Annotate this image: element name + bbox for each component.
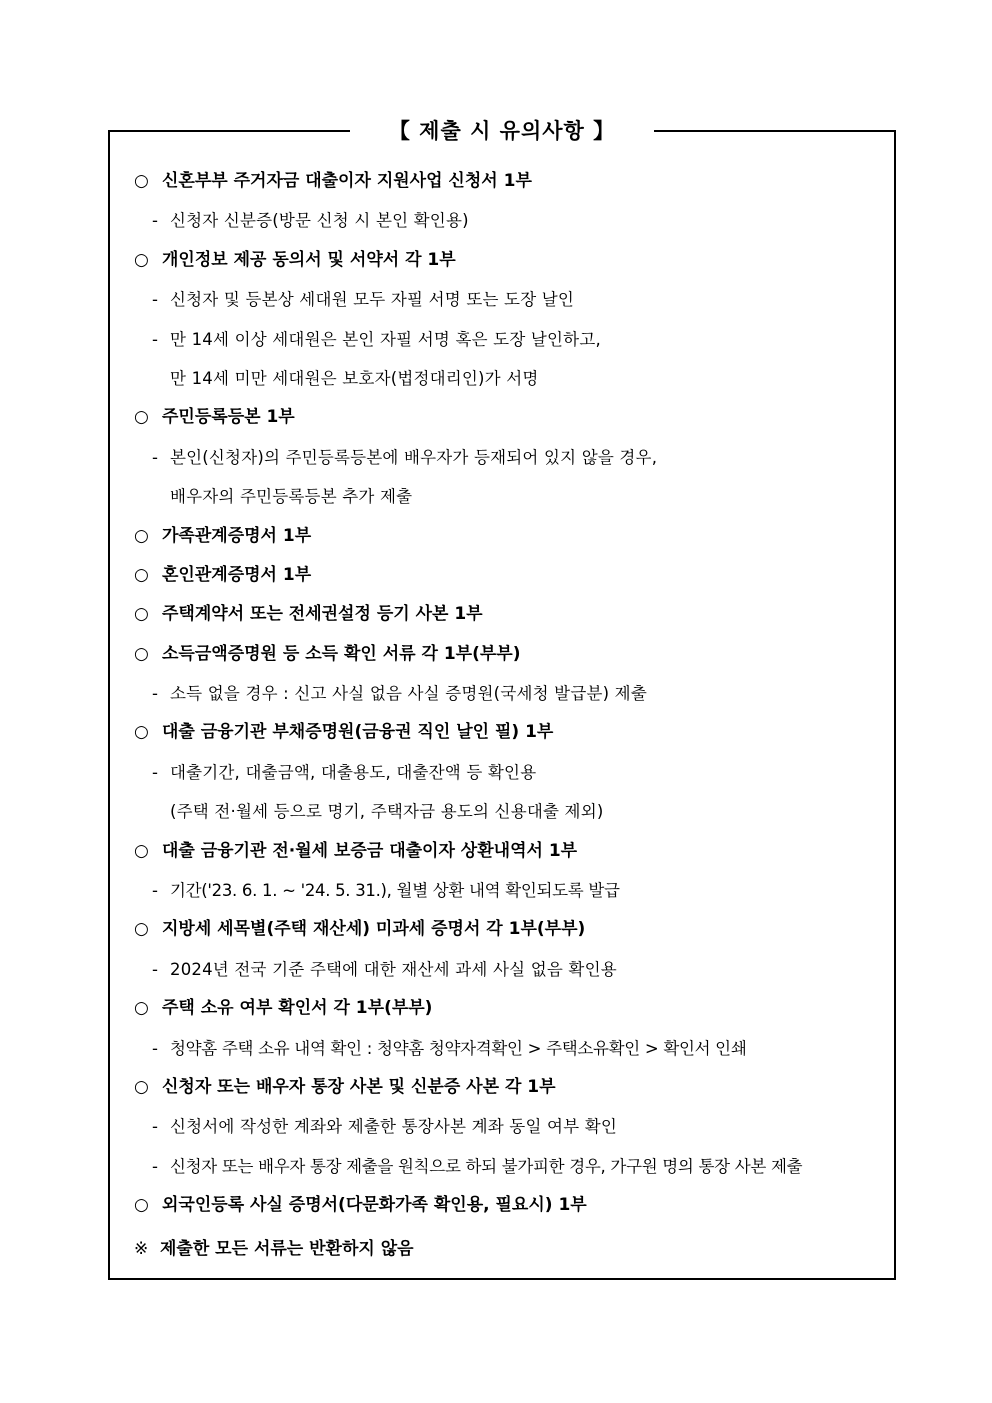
dash-bullet: -: [152, 1117, 159, 1137]
dash-bullet: -: [152, 959, 159, 979]
final-note: [134, 1230, 894, 1269]
sub-detail-continuation: [134, 477, 894, 516]
sub-detail-continuation: [134, 792, 894, 831]
note-text: 제출한 모든 서류는 반환하지 않음: [160, 1238, 414, 1259]
note-mark: ※: [134, 1238, 149, 1259]
circle-bullet-icon: ○: [134, 171, 149, 191]
circle-bullet-icon: ○: [134, 525, 149, 546]
sub-detail-item: [134, 280, 894, 319]
circle-bullet-icon: ○: [134, 722, 149, 743]
sub-detail-item: [134, 753, 894, 792]
dash-bullet: -: [152, 211, 159, 231]
line-text: 만 14세 이상 세대원은 본인 자필 서명 혹은 도장 날인하고,: [170, 329, 601, 349]
sub-detail-item: [134, 320, 894, 359]
required-document-item: [134, 398, 894, 437]
line-text: 신청자 또는 배우자 통장 제출을 원칙으로 하되 불가피한 경우, 가구원 명의 통장 사본 제출: [170, 1156, 803, 1176]
required-document-item: [134, 517, 894, 556]
notice-content: [134, 162, 894, 1269]
sub-detail-item: [134, 950, 894, 989]
line-text: 신청자 또는 배우자 통장 사본 및 신분증 사본 각 1부: [162, 1076, 556, 1097]
notice-lines: [134, 162, 894, 1226]
required-document-item: [134, 556, 894, 595]
line-text: 개인정보 제공 동의서 및 서약서 각 1부: [162, 249, 456, 270]
line-text: 지방세 세목별(주택 재산세) 미과세 증명서 각 1부(부부): [162, 919, 586, 940]
line-text: 신청자 신분증(방문 신청 시 본인 확인용): [170, 211, 469, 231]
circle-bullet-icon: ○: [134, 840, 149, 861]
sub-detail-continuation: [134, 359, 894, 398]
sub-detail-item: [134, 1029, 894, 1068]
sub-detail-item: [134, 438, 894, 477]
dash-bullet: -: [152, 762, 159, 782]
line-text: 가족관계증명서 1부: [162, 525, 312, 546]
line-text: 신청자 및 등본상 세대원 모두 자필 서명 또는 도장 날인: [170, 290, 575, 310]
required-document-item: [134, 595, 894, 634]
required-document-item: [134, 832, 894, 871]
line-text: 혼인관계증명서 1부: [162, 564, 312, 585]
sub-detail-item: [134, 201, 894, 240]
line-text: 대출 금융기관 부채증명원(금융권 직인 날인 필) 1부: [162, 722, 554, 743]
required-document-item: [134, 241, 894, 280]
sub-detail-item: [134, 674, 894, 713]
line-text: 소득 없을 경우 : 신고 사실 없음 사실 증명원(국세청 발급분) 제출: [170, 684, 647, 704]
required-document-item: [134, 713, 894, 752]
line-text: 주택계약서 또는 전세권설정 등기 사본 1부: [162, 604, 483, 625]
required-document-item: [134, 989, 894, 1028]
dash-bullet: -: [152, 1156, 159, 1176]
circle-bullet-icon: ○: [134, 1195, 149, 1216]
required-document-item: [134, 162, 894, 201]
dash-bullet: -: [152, 1038, 159, 1058]
line-text: 대출 금융기관 전·월세 보증금 대출이자 상환내역서 1부: [162, 840, 578, 861]
line-text: 신혼부부 주거자금 대출이자 지원사업 신청서 1부: [162, 171, 532, 191]
dash-bullet: -: [152, 881, 159, 901]
circle-bullet-icon: ○: [134, 998, 149, 1019]
line-text: 소득금액증명원 등 소득 확인 서류 각 1부(부부): [162, 643, 521, 664]
required-document-item: [134, 1068, 894, 1107]
circle-bullet-icon: ○: [134, 564, 149, 585]
sub-detail-item: [134, 1107, 894, 1146]
circle-bullet-icon: ○: [134, 249, 149, 270]
dash-bullet: -: [152, 447, 159, 467]
line-text: 만 14세 미만 세대원은 보호자(법정대리인)가 서명: [170, 368, 539, 388]
circle-bullet-icon: ○: [134, 604, 149, 625]
line-text: 배우자의 주민등록등본 추가 제출: [170, 487, 413, 507]
circle-bullet-icon: ○: [134, 919, 149, 940]
line-text: (주택 전·월세 등으로 명기, 주택자금 용도의 신용대출 제외): [170, 802, 604, 822]
line-text: 주민등록등본 1부: [162, 407, 295, 428]
box-title: 【 제출 시 유의사항 】: [350, 116, 654, 146]
dash-bullet: -: [152, 684, 159, 704]
sub-detail-item: [134, 871, 894, 910]
required-document-item: [134, 635, 894, 674]
line-text: 청약홈 주택 소유 내역 확인 : 청약홈 청약자격확인 > 주택소유확인 > 확인서 인쇄: [170, 1038, 747, 1058]
required-document-item: [134, 910, 894, 949]
circle-bullet-icon: ○: [134, 643, 149, 664]
sub-detail-item: [134, 1147, 894, 1186]
required-document-item: [134, 1186, 894, 1225]
circle-bullet-icon: ○: [134, 1076, 149, 1097]
line-text: 신청서에 작성한 계좌와 제출한 통장사본 계좌 동일 여부 확인: [170, 1117, 618, 1137]
line-text: 본인(신청자)의 주민등록등본에 배우자가 등재되어 있지 않을 경우,: [170, 447, 658, 467]
line-text: 기간('23. 6. 1. ~ '24. 5. 31.), 월별 상환 내역 확인되도록 발급: [170, 881, 620, 901]
circle-bullet-icon: ○: [134, 407, 149, 428]
dash-bullet: -: [152, 290, 159, 310]
line-text: 대출기간, 대출금액, 대출용도, 대출잔액 등 확인용: [170, 762, 537, 782]
line-text: 2024년 전국 기준 주택에 대한 재산세 과세 사실 없음 확인용: [170, 959, 617, 979]
dash-bullet: -: [152, 329, 159, 349]
line-text: 주택 소유 여부 확인서 각 1부(부부): [162, 998, 433, 1019]
line-text: 외국인등록 사실 증명서(다문화가족 확인용, 필요시) 1부: [162, 1195, 587, 1216]
